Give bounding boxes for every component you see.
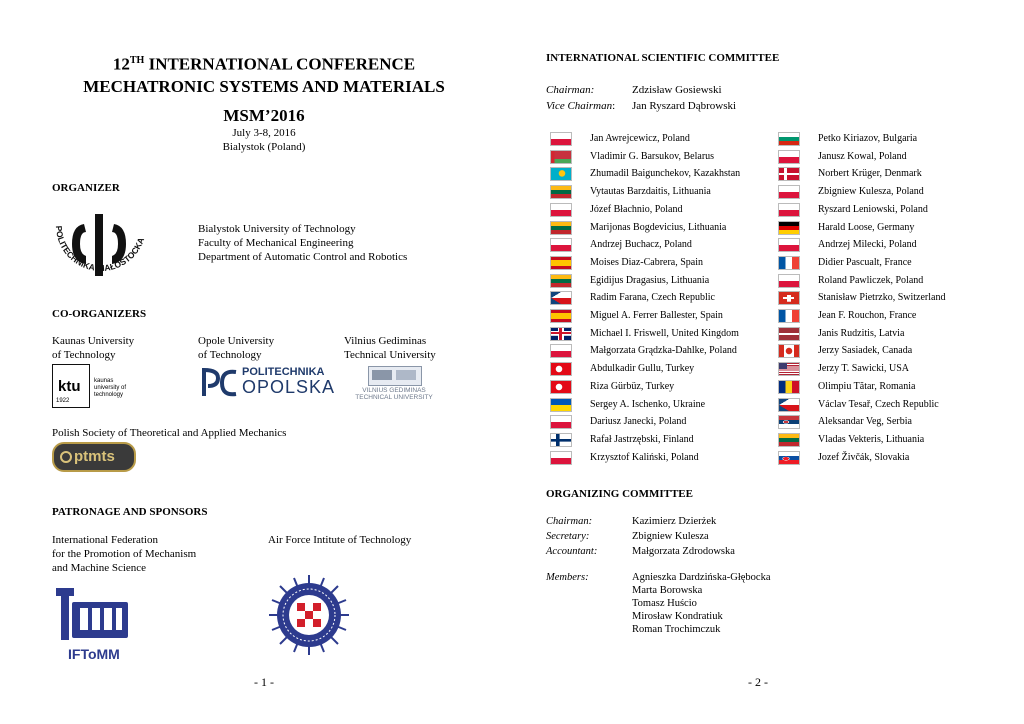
- committee-member: Roland Pawliczek, Poland: [818, 274, 924, 286]
- organizer-details: Bialystok University of Technology Faculty of Mechanical Engineering Department of Automatic Control and Robotics: [198, 223, 408, 263]
- flag-poland-icon: [778, 185, 800, 199]
- committee-member: Janis Rudzitis, Latvia: [818, 327, 905, 339]
- committee-member: Didier Pascualt, France: [818, 256, 912, 268]
- committee-member: Vladas Vekteris, Lithuania: [818, 433, 925, 445]
- committee-member: Radim Farana, Czech Republic: [590, 292, 715, 304]
- committee-column-2: [778, 130, 1018, 470]
- committee-member: Stanisław Pietrzko, Switzerland: [818, 292, 946, 304]
- flag-poland-icon: [550, 132, 572, 146]
- oc-member: Marta Borowska: [632, 585, 703, 596]
- committee-member: Jean F. Rouchon, France: [818, 310, 917, 321]
- committee-member: Rafał Jastrzębski, Finland: [590, 433, 694, 445]
- flag-belarus-icon: [550, 150, 572, 164]
- oc-heading: ORGANIZING COMMITTEE: [546, 488, 693, 500]
- page-number-2: - 2 -: [748, 675, 768, 689]
- flag-lithuania-icon: [550, 274, 572, 288]
- page-number-1: - 1 -: [254, 675, 274, 689]
- ptmts-logo: ptmts: [52, 442, 136, 472]
- conference-acronym: MSM’2016: [223, 106, 305, 125]
- committee-member: Andrzej Buchacz, Poland: [590, 239, 692, 251]
- conference-title: 12TH INTERNATIONAL CONFERENCE MECHATRONIC SYSTEMS AND MATERIALS: [83, 54, 445, 96]
- committee-member: Jozef Živčák, Slovakia: [818, 451, 910, 463]
- committee-member: Petko Kiriazov, Bulgaria: [818, 133, 918, 144]
- oc-secretary-label: Secretary:: [546, 531, 590, 542]
- flag-spain-icon: [550, 256, 572, 270]
- flag-poland-icon: [550, 451, 572, 465]
- committee-member: Harald Loose, Germany: [818, 221, 915, 233]
- committee-member: Aleksandar Veg, Serbia: [818, 416, 912, 428]
- coorganizer-vilnius: Vilnius Gediminas Technical University: [344, 335, 436, 361]
- committee-member: Norbert Krüger, Denmark: [818, 168, 922, 180]
- oc-chair-name: Kazimierz Dzierżek: [632, 516, 717, 527]
- flag-poland-icon: [778, 238, 800, 252]
- committee-member: Moises Diaz-Cabrera, Spain: [590, 256, 704, 268]
- isc-chair-name: Zdzisław Gosiewski: [632, 84, 722, 96]
- flag-bulgaria-icon: [778, 132, 800, 146]
- flag-france-icon: [778, 309, 800, 323]
- flag-poland-icon: [550, 238, 572, 252]
- oc-members-label: Members:: [546, 572, 589, 583]
- oc-member: Mirosław Kondratiuk: [632, 611, 723, 622]
- patronage-heading: PATRONAGE AND SPONSORS: [52, 506, 208, 518]
- committee-member: Sergey A. Ischenko, Ukraine: [590, 398, 706, 410]
- isc-heading: INTERNATIONAL SCIENTIFIC COMMITTEE: [546, 52, 780, 64]
- committee-member: Jerzy T. Sawicki, USA: [818, 363, 910, 375]
- isc-vice-label: Vice Chairman:: [546, 100, 616, 112]
- committee-member: Václav Tesař, Czech Republic: [818, 398, 939, 410]
- committee-member: Zhumadil Baigunchekov, Kazakhstan: [590, 168, 741, 180]
- flag-turkey-icon: [550, 362, 572, 376]
- sponsor-iftomm-name: International Federation for the Promotion of Mechanism and Machine Science: [52, 534, 197, 574]
- bialystok-university-logo: [36, 204, 156, 294]
- oc-member: Agnieszka Dardzińska-Głębocka: [632, 572, 771, 583]
- oc-secretary-name: Zbigniew Kulesza: [632, 531, 709, 542]
- flag-romania-icon: [778, 380, 800, 394]
- coorganizer-opole: Opole University of Technology: [198, 335, 275, 361]
- committee-member: Miguel A. Ferrer Ballester, Spain: [590, 310, 723, 321]
- committee-member: Abdulkadir Gullu, Turkey: [590, 363, 695, 375]
- flag-ukraine-icon: [550, 398, 572, 412]
- committee-member: Andrzej Milecki, Poland: [818, 239, 917, 251]
- flag-slovakia-icon: [778, 451, 800, 465]
- committee-member: Vytautas Barzdaitis, Lithuania: [590, 186, 711, 198]
- flag-poland-icon: [778, 203, 800, 217]
- committee-column-1: [550, 130, 780, 470]
- flag-france-icon: [778, 256, 800, 270]
- page-2: [512, 0, 1024, 724]
- svg-text:POLITECHNIKA BIAŁOSTOCKA: POLITECHNIKA BIAŁOSTOCKA: [53, 225, 147, 274]
- flag-switzerland-icon: [778, 291, 800, 305]
- committee-member: Jan Awrejcewicz, Poland: [590, 133, 690, 144]
- coorganizers-heading: CO-ORGANIZERS: [52, 308, 147, 320]
- isc-vice-name: Jan Ryszard Dąbrowski: [632, 100, 737, 112]
- committee-member: Małgorzata Grądzka-Dahlke, Poland: [590, 345, 737, 357]
- flag-poland-icon: [550, 344, 572, 358]
- flag-poland-icon: [550, 203, 572, 217]
- airforce-institute-emblem: [268, 574, 350, 656]
- flag-poland-icon: [550, 415, 572, 429]
- ptmts-name: Polish Society of Theoretical and Applied Mechanics: [52, 427, 287, 439]
- flag-canada-icon: [778, 344, 800, 358]
- committee-member: Vladimir G. Barsukov, Belarus: [590, 150, 715, 162]
- committee-member: Marijonas Bogdevicius, Lithuania: [590, 221, 727, 233]
- oc-chair-label: Chairman:: [546, 516, 593, 527]
- committee-member: Zbigniew Kulesza, Poland: [818, 186, 924, 198]
- sponsor-airforce-name: Air Force Intitute of Technology: [268, 534, 412, 546]
- vilnius-university-logo: VILNIUS GEDIMINAS TECHNICAL UNIVERSITY: [348, 366, 440, 402]
- committee-member: Janusz Kowal, Poland: [818, 150, 907, 162]
- oc-member: Roman Trochimczuk: [632, 624, 721, 635]
- coorganizer-kaunas: Kaunas University of Technology: [52, 335, 135, 361]
- flag-kazakhstan-icon: [550, 167, 572, 181]
- flag-serbia-icon: [778, 415, 800, 429]
- organizer-heading: ORGANIZER: [52, 182, 120, 194]
- committee-member: Ryszard Leniowski, Poland: [818, 203, 928, 215]
- committee-member: Jerzy Sasiadek, Canada: [818, 345, 913, 357]
- committee-member: Krzysztof Kaliński, Poland: [590, 451, 699, 463]
- flag-germany-icon: [778, 221, 800, 235]
- flag-denmark-icon: [778, 167, 800, 181]
- oc-members-list: [632, 571, 770, 636]
- flag-poland-icon: [778, 274, 800, 288]
- committee-member: Józef Błachnio, Poland: [590, 203, 683, 215]
- oc-accountant-label: Accountant:: [546, 546, 598, 557]
- conference-date-place: July 3-8, 2016 Bialystok (Poland): [222, 127, 306, 153]
- oc-member: Tomasz Huścio: [632, 598, 697, 609]
- committee-member: Egidijus Dragasius, Lithuania: [590, 274, 710, 286]
- committee-member: Riza Gürbüz, Turkey: [590, 380, 675, 392]
- committee-member: Olimpiu Tătar, Romania: [818, 380, 916, 392]
- flag-lithuania-icon: [550, 221, 572, 235]
- flag-lithuania-icon: [778, 433, 800, 447]
- flag-lithuania-icon: [550, 185, 572, 199]
- flag-turkey-icon: [550, 380, 572, 394]
- flag-czech-icon: [550, 291, 572, 305]
- iftomm-logo: IFToMM: [52, 586, 132, 662]
- flag-czech-icon: [778, 398, 800, 412]
- committee-member: Dariusz Janecki, Poland: [590, 416, 687, 428]
- flag-spain-icon: [550, 309, 572, 323]
- ktu-logo: ktu 1922 kaunas university of technology: [52, 364, 142, 410]
- committee-member: Michael I. Friswell, United Kingdom: [590, 327, 739, 339]
- opole-university-logo: POLITECHNIKA OPOLSKA: [202, 364, 332, 398]
- oc-accountant-name: Małgorzata Zdrodowska: [632, 546, 735, 557]
- flag-uk-icon: [550, 327, 572, 341]
- flag-poland-icon: [778, 150, 800, 164]
- flag-finland-icon: [550, 433, 572, 447]
- flag-usa-icon: [778, 362, 800, 376]
- flag-latvia-icon: [778, 327, 800, 341]
- isc-chair-label: Chairman:: [546, 84, 595, 96]
